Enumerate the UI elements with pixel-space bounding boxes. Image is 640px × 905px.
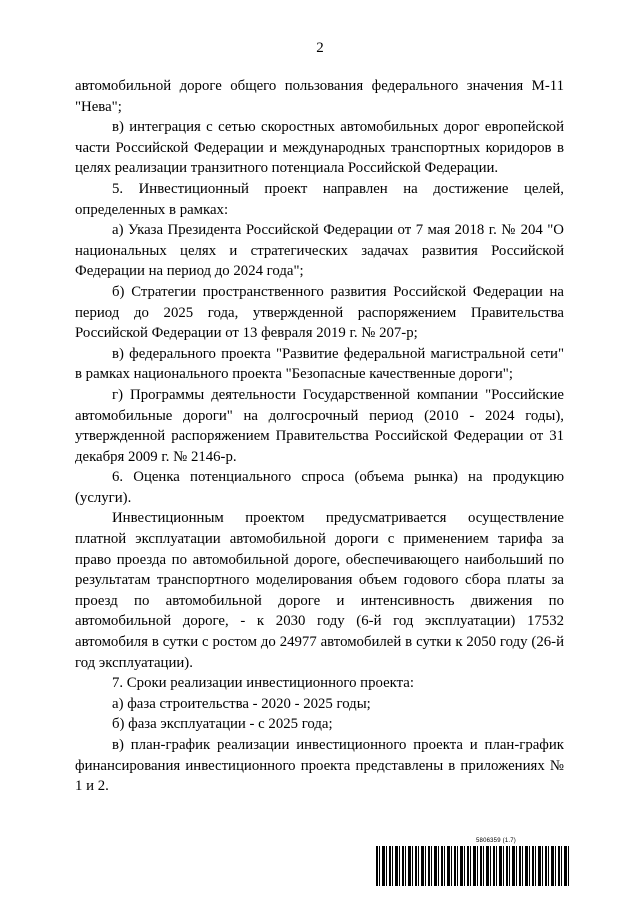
paragraph-section-7: 7. Сроки реализации инвестиционного проекта:: [112, 675, 414, 692]
paragraph-item-v-federal-project: в) федерального проекта "Развитие федеральной магистральной сети" в рамках национального проекта "Безопасные качественные дороги";: [75, 345, 564, 383]
barcode-code: 5806359 (1.7): [476, 838, 516, 844]
barcode-image: [376, 846, 569, 886]
paragraph-item-v-integration: в) интеграция с сетью скоростных автомобильных дорог европейской части Российской Федерации и международных транспортных коридоров в целях реализации транзитного потенциала Российской Федерации.: [75, 119, 564, 177]
page-number: 2: [316, 40, 324, 56]
paragraph-continuation: автомобильной дороге общего пользования федерального значения М-11 "Нева";: [75, 78, 564, 115]
paragraph-item-g-program: г) Программы деятельности Государственной компании "Российские автомобильные дороги" на долгосрочный период (2010 - 2024 годы), утвержденной распоряжением Правительства Российской Федерации от 31 декабря 2009 г. № 2146-р.: [75, 386, 564, 465]
paragraph-section-6: 6. Оценка потенциального спроса (объема рынка) на продукцию (услуги).: [75, 469, 564, 506]
document-body: [75, 76, 564, 797]
paragraph-section-5: 5. Инвестиционный проект направлен на достижение целей, определенных в рамках:: [75, 180, 564, 218]
paragraph-operation-phase: б) фаза эксплуатации - с 2025 года;: [112, 716, 333, 733]
paragraph-construction-phase: а) фаза строительства - 2020 - 2025 годы;: [112, 695, 371, 712]
paragraph-item-b-strategy: б) Стратегии пространственного развития Российской Федерации на период до 2025 года, утвержденной распоряжением Правительства Российской Федерации от 13 февраля 2019 г. № 207-р;: [75, 283, 564, 342]
document-barcode: [376, 838, 569, 886]
paragraph-item-a-decree: а) Указа Президента Российской Федерации от 7 мая 2018 г. № 204 "О национальных целях и стратегических задачах развития Российской Федерации на период до 2024 года";: [75, 222, 564, 280]
paragraph-demand-description: Инвестиционным проектом предусматривается осуществление платной эксплуатации автомобильной дороги с применением тарифа за право проезда по автомобильной дороге, обеспечивающего наибольший по результатам транспортного моделирования объем годового сбора платы за проезд по автомобильной дороге и интенсивность движения по автомобильной дороге, - к 2030 году (6-й год эксплуатации) 17532 автомобиля в сутки с ростом до 24977 автомобилей в сутки к 2050 году (26-й год эксплуатации).: [75, 510, 564, 671]
paragraph-schedule: в) план-график реализации инвестиционного проекта и план-график финансирования инвестиционного проекта представлены в приложениях № 1 и 2.: [75, 737, 564, 795]
